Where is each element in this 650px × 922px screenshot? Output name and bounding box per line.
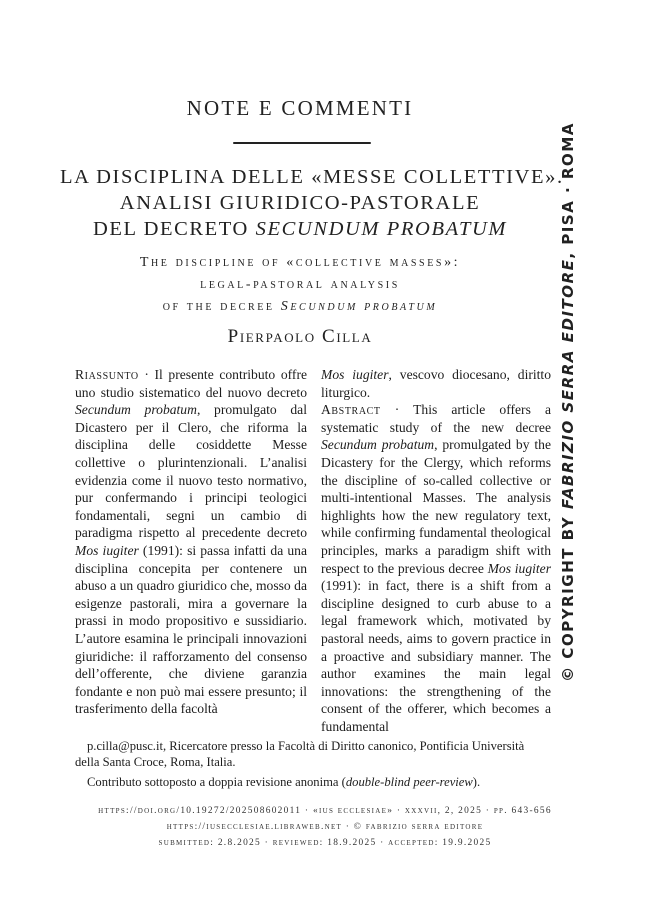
section-heading: NOTE E COMMENTI [186, 96, 414, 120]
title-line-3 [60, 216, 540, 242]
riassunto-text-3: (1991): si passa infatti da una disciplina concepita per contenere un abuso a un quadro giuridico che, mosso da esigenze pastorali, mira a governare la prassi in modo propositivo e sussidiario. L’autore esamina le principali innovazioni giuridiche: il rafforzamento del consenso dell’offerente, che diviene garanzia fondante e non può mai essere presunto; il trasferimento della facoltà [75, 542, 308, 717]
subtitle-line-3-italic: Secundum probatum [280, 299, 438, 314]
review-note [75, 774, 551, 790]
dates-line: submitted: 2.8.2025 · reviewed: 18.9.2025 · accepted: 19.9.2025 [158, 838, 492, 848]
riassunto-italic-1: Secundum probatum [75, 402, 197, 418]
riassunto-italic-2: Mos iugiter [75, 542, 139, 558]
riassunto-label: Riassunto [75, 367, 139, 382]
subtitle-line-3 [60, 296, 540, 318]
abstract-paragraph [321, 401, 551, 735]
riassunto-column [75, 366, 307, 718]
abstract-italic-1: Secundum probatum [321, 437, 435, 453]
title-line-1: LA DISCIPLINA DELLE «MESSE COLLETTIVE». [60, 166, 564, 188]
abstract-separator: · [380, 402, 414, 418]
copyright-suffix: , PISA · ROMA [559, 122, 577, 259]
review-note-suffix: ). [472, 775, 481, 789]
riassunto-text-2: , promulgato dal Dicastero per il Clero, che riforma la disciplina delle cosiddette Messe collettive o plurintenzionali. L’analisi evidenzia come il nuovo testo normativo, pur confermando i principi teologici fondamentali, segni un cambio di paradigma rispetto al precedente decreto [75, 402, 307, 541]
title-line-3-italic: SECUNDUM PROBATUM [255, 218, 508, 240]
copyright-vertical-notice [553, 122, 583, 682]
abstract-text-3: (1991): in fact, there is a shift from a discipline designed to curb abuse to a legal framework which, motivated by pastoral needs, aims to govern practice in a proactive and subsidiary manner. The author examines the main legal innovations: the strengthening of the consent of the offerer, which becomes a fundamental [321, 578, 551, 734]
subtitle-line-1: The discipline of «collective masses»: [139, 255, 461, 270]
riassunto-separator: · [138, 367, 155, 382]
heading-rule [233, 142, 371, 144]
review-note-italic: double-blind peer-review [345, 775, 473, 789]
keywords-italic: Mos iugiter [321, 367, 389, 382]
article-title [60, 164, 564, 242]
copyright-prefix: © COPYRIGHT BY [559, 509, 577, 682]
website-line: https://iusecclesiae.libraweb.net · © fabrizio serra editore [166, 822, 484, 832]
abstract-text-2: , promulgated by the Dicastery for the Clergy, which reforms the discipline of so-called collective or multi-intentional Masses. The analysis highlights how the new regulatory text, while confirming fundamental theological principles, marks a paradigm shift with respect to the previous decree [321, 437, 551, 576]
abstract-label: Abstract [321, 402, 381, 418]
abstract-column [321, 366, 551, 735]
author-name: Pierpaolo Cilla [227, 326, 373, 347]
footnotes [75, 738, 551, 790]
title-line-2: ANALISI GIURIDICO-PASTORALE [119, 192, 481, 214]
subtitle-line-2: legal-pastoral analysis [200, 277, 400, 292]
keywords-text: , vescovo diocesano, diritto liturgico. [321, 367, 551, 400]
subtitle-line-3-prefix: of the decree [162, 299, 281, 314]
affiliation-note: p.cilla@pusc.it, Ricercatore presso la Facoltà di Diritto canonico, Pontificia Università della Santa Croce, Roma, Italia. [75, 739, 525, 769]
copyright-publisher: FABRIZIO SERRA EDITORE [559, 258, 577, 510]
riassunto-text-1: Il presente contributo offre uno studio sistematico del nuovo decreto [75, 367, 307, 400]
english-title [60, 252, 540, 318]
doi-line: https://doi.org/10.19272/202508602011 · «ius ecclesiae» · xxxvii, 2, 2025 · pp. 643-656 [98, 806, 552, 816]
riassunto-paragraph [75, 366, 307, 718]
abstract-text-1: This article offers a systematic study of the new decree [321, 402, 552, 435]
review-note-prefix: Contributo sottoposto a doppia revisione anonima ( [87, 775, 346, 789]
abstract-italic-2: Mos iugiter [487, 560, 551, 576]
keywords-continuation [321, 366, 551, 401]
title-line-3-prefix: DEL DECRETO [92, 218, 256, 240]
